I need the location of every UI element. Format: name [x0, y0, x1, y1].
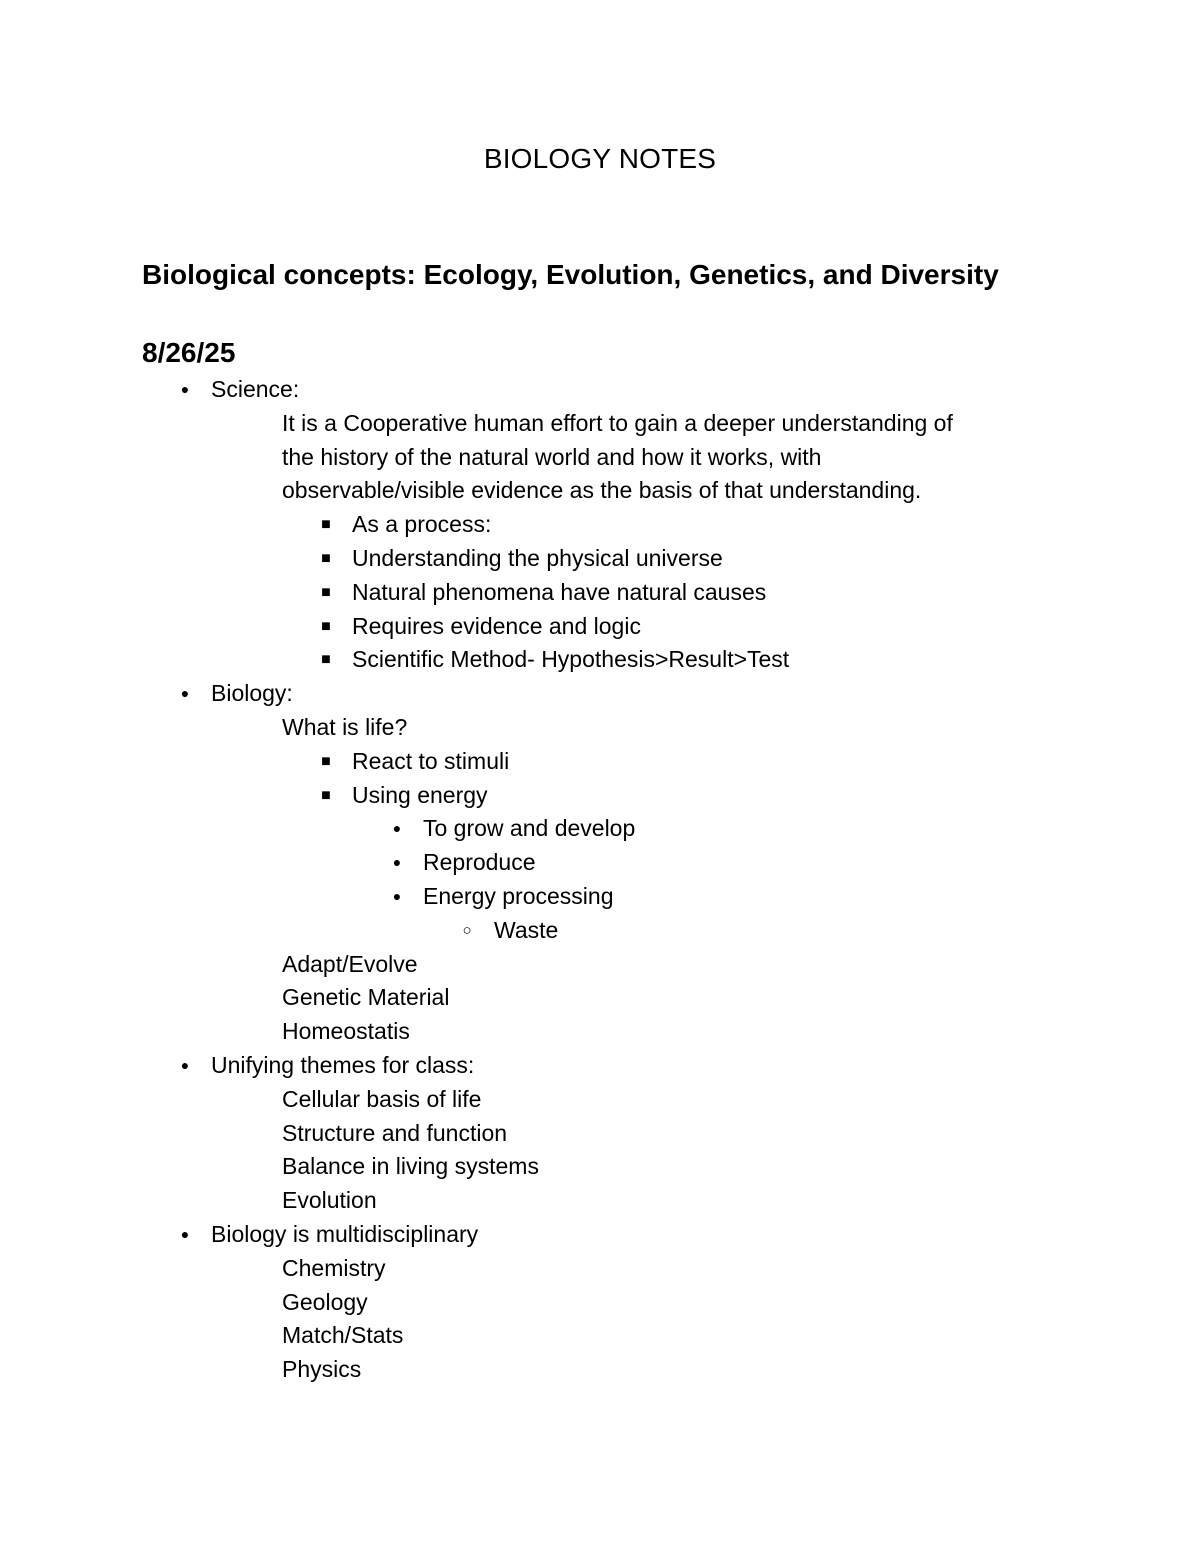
- square-bullet-icon: ■: [321, 583, 331, 601]
- notes-outline: [0, 373, 1200, 1387]
- list-item-label: Understanding the physical universe: [352, 544, 723, 571]
- list-item: [0, 677, 1200, 711]
- discipline-line: Geology: [282, 1288, 368, 1315]
- list-item-label: Reproduce: [423, 849, 536, 876]
- definition-line: observable/visible evidence as the basis of that understanding.: [282, 477, 922, 504]
- square-bullet-icon: ■: [321, 786, 331, 804]
- page-title: BIOLOGY NOTES: [483, 143, 717, 174]
- square-bullet-icon: ■: [321, 617, 331, 635]
- list-item: [0, 779, 1200, 813]
- bullet-icon: ●: [180, 685, 190, 702]
- discipline-line: Match/Stats: [282, 1322, 404, 1349]
- list-item: [0, 508, 1200, 542]
- square-bullet-icon: ■: [321, 651, 331, 669]
- list-item-label: Requires evidence and logic: [352, 612, 641, 639]
- list-item-label: Science:: [211, 376, 300, 402]
- list-item: [0, 1218, 1200, 1252]
- bullet-icon: ●: [180, 1056, 190, 1073]
- list-item: [0, 812, 1200, 846]
- list-item-label: Energy processing: [423, 882, 614, 909]
- theme-line: Cellular basis of life: [282, 1085, 482, 1112]
- list-item-label: Using energy: [352, 781, 488, 808]
- list-item: [0, 745, 1200, 779]
- list-item: [0, 373, 1200, 407]
- note-date: 8/26/25: [142, 337, 236, 368]
- list-item: [0, 1049, 1200, 1083]
- discipline-line: Physics: [282, 1356, 362, 1383]
- list-item: [0, 914, 1200, 948]
- theme-line: Structure and function: [282, 1119, 508, 1146]
- list-item: [0, 846, 1200, 880]
- open-circle-bullet-icon: ○: [462, 921, 472, 939]
- discipline-line: Chemistry: [282, 1254, 386, 1281]
- bullet-icon: ●: [392, 854, 402, 871]
- bullet-icon: ●: [180, 1225, 190, 1242]
- theme-line: Evolution: [282, 1187, 377, 1214]
- trait-line: Genetic Material: [282, 984, 450, 1011]
- section-heading: Biological concepts: Ecology, Evolution, Genetics, and Diversity: [142, 259, 999, 290]
- list-item-label: Natural phenomena have natural causes: [352, 578, 767, 605]
- list-item: [0, 880, 1200, 914]
- bullet-icon: ●: [392, 820, 402, 837]
- bullet-icon: ●: [392, 887, 402, 904]
- list-item: [0, 610, 1200, 644]
- question-line: What is life?: [282, 713, 408, 740]
- list-item: [0, 643, 1200, 677]
- definition-line: It is a Cooperative human effort to gain a deeper understanding of: [282, 409, 953, 436]
- list-item-label: Biology:: [211, 680, 293, 707]
- list-item-label: Biology is multidisciplinary: [211, 1220, 479, 1247]
- trait-line: Adapt/Evolve: [282, 950, 418, 977]
- list-item-label: Scientific Method- Hypothesis>Result>Test: [352, 646, 790, 673]
- list-item-label: To grow and develop: [423, 815, 636, 842]
- square-bullet-icon: ■: [321, 549, 331, 567]
- trait-line: Homeostatis: [282, 1018, 410, 1045]
- bullet-icon: ●: [180, 381, 190, 397]
- list-item-label: Unifying themes for class:: [211, 1051, 475, 1078]
- definition-line: the history of the natural world and how it works, with: [282, 443, 822, 470]
- list-item: [0, 576, 1200, 610]
- square-bullet-icon: ■: [321, 516, 331, 534]
- square-bullet-icon: ■: [321, 752, 331, 770]
- list-item-label: As a process:: [352, 511, 492, 538]
- list-item-label: Waste: [494, 916, 559, 943]
- list-item: [0, 542, 1200, 576]
- theme-line: Balance in living systems: [282, 1153, 539, 1180]
- list-item-label: React to stimuli: [352, 747, 510, 774]
